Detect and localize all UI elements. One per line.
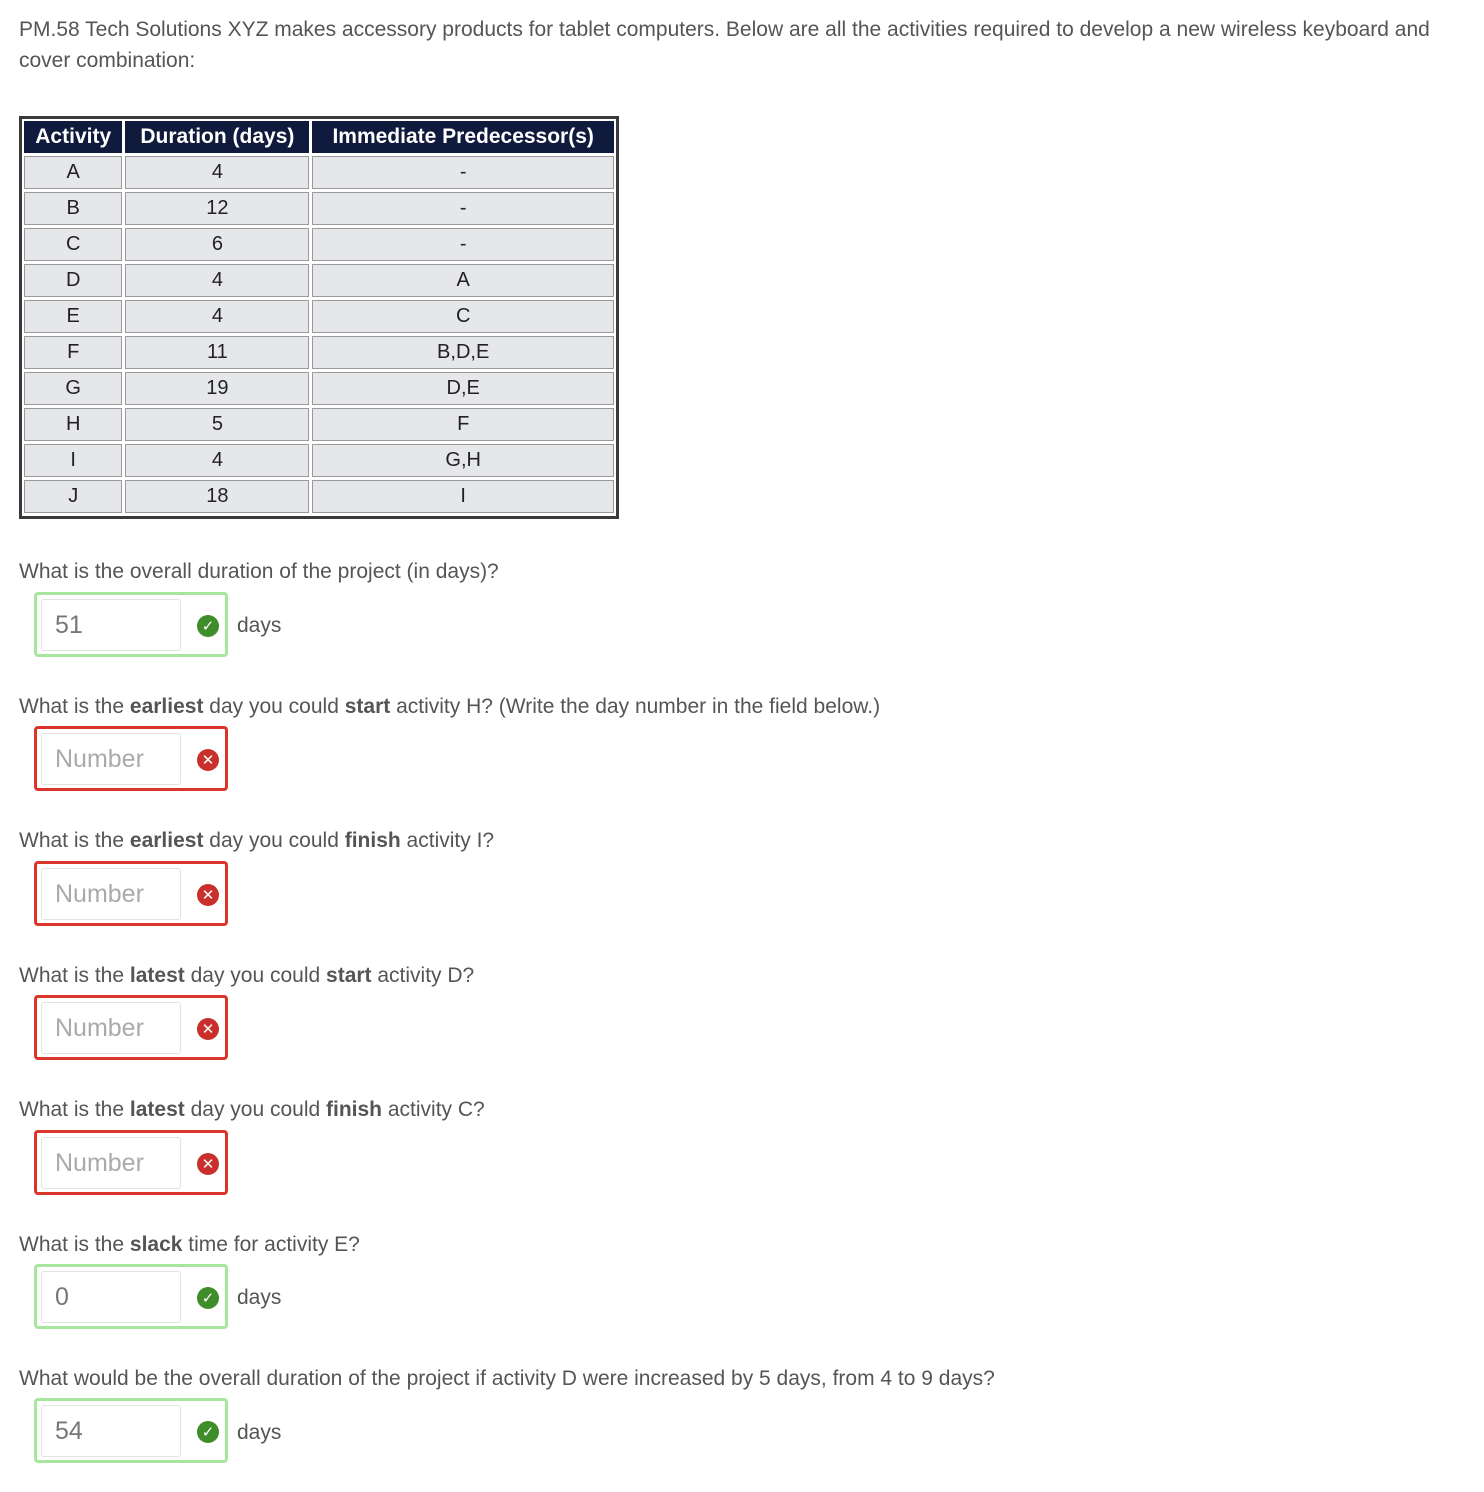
header-activity: Activity: [24, 121, 122, 153]
cell-predecessors: -: [312, 156, 614, 189]
cell-predecessors: I: [312, 480, 614, 513]
cell-activity: E: [24, 300, 122, 333]
question-latest-start-d: What is the latest day you could start activity D?: [19, 964, 475, 987]
cell-activity: D: [24, 264, 122, 297]
cell-activity: B: [24, 192, 122, 225]
answer-box-overall-duration: [34, 592, 228, 657]
cell-activity: F: [24, 336, 122, 369]
cell-duration: 11: [125, 336, 309, 369]
cell-duration: 12: [125, 192, 309, 225]
unit-label: days: [237, 1421, 282, 1444]
header-predecessors: Immediate Predecessor(s): [312, 121, 614, 153]
cell-duration: 18: [125, 480, 309, 513]
answer-input-slack-e[interactable]: [41, 1271, 181, 1323]
x-circle-icon: ✕: [197, 1153, 219, 1175]
cell-duration: 19: [125, 372, 309, 405]
answer-input-earliest-start-h[interactable]: [41, 733, 181, 785]
cell-predecessors: C: [312, 300, 614, 333]
check-circle-icon: ✓: [197, 1287, 219, 1309]
answer-box-earliest-start-h: [34, 726, 228, 791]
x-circle-icon: ✕: [197, 1018, 219, 1040]
table-row: [24, 444, 614, 477]
cell-duration: 4: [125, 444, 309, 477]
problem-intro: PM.58 Tech Solutions XYZ makes accessory products for tablet computers. Below are all the activities required to develop a new wireless keyboard and cover combination:: [19, 18, 1430, 72]
answer-box-duration-d-increased: [34, 1398, 228, 1463]
check-circle-icon: ✓: [197, 615, 219, 637]
table-row: [24, 264, 614, 297]
unit-label: days: [237, 1286, 282, 1309]
cell-activity: G: [24, 372, 122, 405]
x-circle-icon: ✕: [197, 749, 219, 771]
cell-predecessors: -: [312, 192, 614, 225]
cell-duration: 4: [125, 264, 309, 297]
cell-duration: 4: [125, 300, 309, 333]
table-row: [24, 408, 614, 441]
check-circle-icon: ✓: [197, 1421, 219, 1443]
table-row: [24, 336, 614, 369]
cell-activity: H: [24, 408, 122, 441]
table-row: [24, 372, 614, 405]
cell-predecessors: F: [312, 408, 614, 441]
cell-activity: A: [24, 156, 122, 189]
question-earliest-start-h: What is the earliest day you could start activity H? (Write the day number in the field below.): [19, 695, 881, 718]
question-slack-e: What is the slack time for activity E?: [19, 1233, 360, 1256]
answer-input-latest-finish-c[interactable]: [41, 1137, 181, 1189]
answer-box-latest-finish-c: [34, 1130, 228, 1195]
table-row: [24, 192, 614, 225]
cell-activity: C: [24, 228, 122, 261]
cell-predecessors: G,H: [312, 444, 614, 477]
table-row: [24, 228, 614, 261]
cell-duration: 6: [125, 228, 309, 261]
answer-box-latest-start-d: [34, 995, 228, 1060]
question-earliest-finish-i: What is the earliest day you could finish activity I?: [19, 829, 495, 852]
cell-duration: 5: [125, 408, 309, 441]
x-circle-icon: ✕: [197, 884, 219, 906]
question-overall-duration: What is the overall duration of the project (in days)?: [19, 560, 499, 583]
cell-predecessors: A: [312, 264, 614, 297]
table-row: [24, 480, 614, 513]
cell-predecessors: -: [312, 228, 614, 261]
answer-box-earliest-finish-i: [34, 861, 228, 926]
cell-activity: I: [24, 444, 122, 477]
answer-input-overall-duration[interactable]: [41, 599, 181, 651]
unit-label: days: [237, 614, 282, 637]
activity-table: [19, 116, 619, 519]
answer-input-earliest-finish-i[interactable]: [41, 868, 181, 920]
table-row: [24, 300, 614, 333]
answer-input-duration-d-increased[interactable]: [41, 1405, 181, 1457]
cell-activity: J: [24, 480, 122, 513]
cell-predecessors: D,E: [312, 372, 614, 405]
cell-predecessors: B,D,E: [312, 336, 614, 369]
question-latest-finish-c: What is the latest day you could finish activity C?: [19, 1098, 485, 1121]
answer-input-latest-start-d[interactable]: [41, 1002, 181, 1054]
cell-duration: 4: [125, 156, 309, 189]
answer-box-slack-e: [34, 1264, 228, 1329]
header-duration: Duration (days): [125, 121, 309, 153]
table-row: [24, 156, 614, 189]
question-duration-d-increased: What would be the overall duration of the project if activity D were increased by 5 days, from 4 to 9 days?: [19, 1367, 995, 1390]
